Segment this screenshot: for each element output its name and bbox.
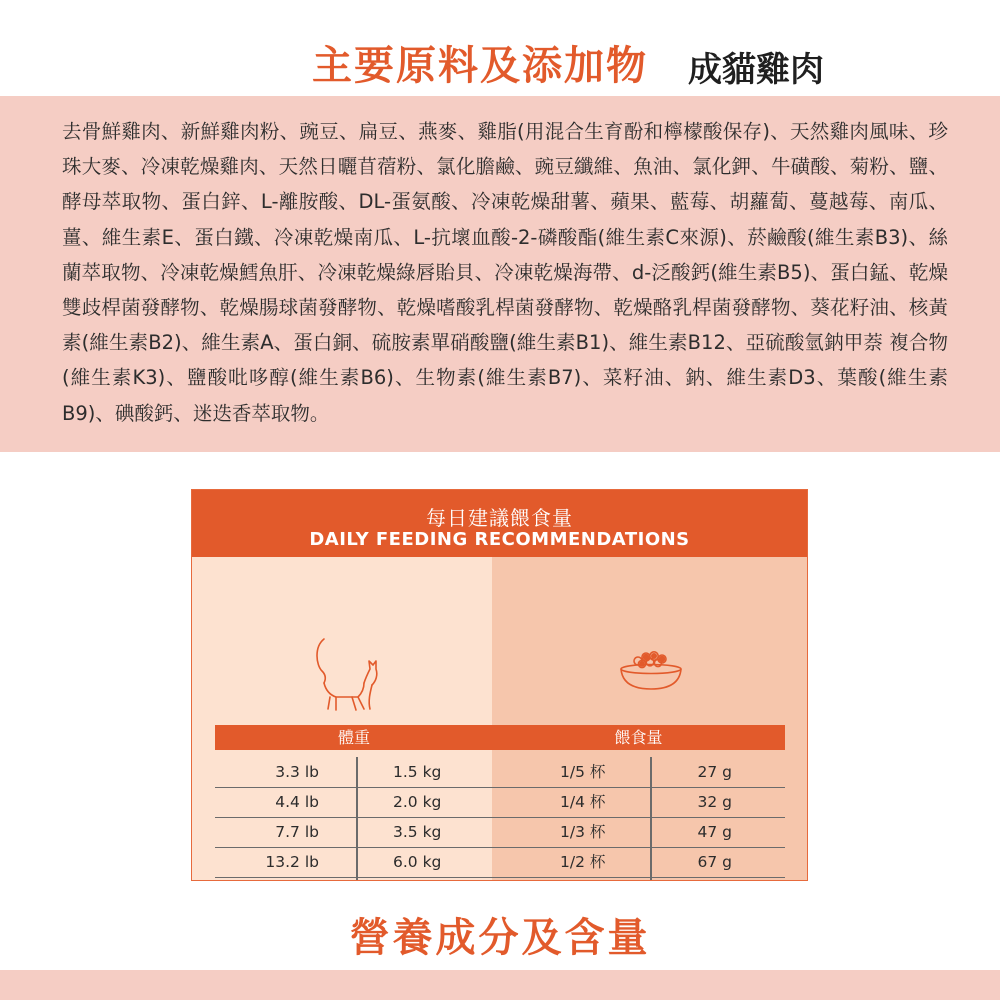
weight-kg: 3.5 kg — [393, 823, 442, 841]
table-row — [215, 848, 493, 878]
cat-icon — [312, 635, 382, 715]
cup-amount: 1/5 杯 — [560, 763, 606, 781]
page-subtitle: 成貓雞肉 — [688, 50, 824, 90]
table-row — [492, 878, 785, 881]
weight-kg: 6.0 kg — [393, 853, 442, 871]
gram-amount — [652, 878, 732, 881]
gram-amount: 47 g — [697, 823, 732, 841]
table-row — [215, 788, 493, 818]
table-row — [492, 818, 785, 848]
nutrition-title: 營養成分及含量 — [349, 915, 651, 961]
page-title: 主要原料及添加物 — [312, 43, 648, 89]
cup-amount: 1/3 杯 — [560, 823, 606, 841]
nutrition-band — [0, 970, 1000, 1000]
table-row — [215, 818, 493, 848]
gram-amount: 27 g — [697, 763, 732, 781]
weight-kg: 2.0 kg — [393, 793, 442, 811]
feeding-title-zh: 每日建議餵食量 — [426, 506, 573, 530]
ingredients-section — [0, 96, 1000, 452]
weight-kg: 1.5 kg — [393, 763, 442, 781]
cup-amount: 1/4 杯 — [560, 793, 606, 811]
feeding-amount-column — [492, 557, 808, 881]
feeding-header — [192, 490, 807, 557]
table-row — [492, 788, 785, 818]
table-row — [492, 758, 785, 788]
table-row — [492, 848, 785, 878]
table-row — [215, 758, 493, 788]
table-row — [215, 878, 493, 881]
weight-header: 體重 — [215, 725, 493, 750]
cup-amount: 1/2 杯 — [560, 853, 606, 871]
weight-lb: 13.2 lb — [265, 853, 319, 871]
ingredients-list: 去骨鮮雞肉、新鮮雞肉粉、豌豆、扁豆、燕麥、雞脂(用混合生育酚和檸檬酸保存)、天然雞肉風味、珍珠大麥、冷凍乾燥雞肉、天然日曬苜蓿粉、氯化膽鹼、豌豆纖維、魚油、氯化鉀、牛磺酸、菊粉、鹽、酵母萃取物、蛋白鋅、L-離胺酸、DL-蛋氨酸、冷凍乾燥甜薯、蘋果、藍莓、胡蘿蔔、蔓越莓、南瓜、薑、維生素E、蛋白鐵、冷凍乾燥南瓜、L-抗壞血酸-2-磷酸酯(維生素C來源)、菸鹼酸(維生素B3)、絲蘭萃取物、冷凍乾燥鱈魚肝、冷凍乾燥綠唇貽貝、冷凍乾燥海帶、d-泛酸鈣(維生素B5)、蛋白錳、乾燥雙歧桿菌發酵物、乾燥腸球菌發酵物、乾燥嗜酸乳桿菌發酵物、乾燥酪乳桿菌發酵物、葵花籽油、核黃素(維生素B2)、維生素A、蛋白銅、硫胺素單硝酸鹽(維生素B1)、維生素B12、亞硫酸氫鈉甲萘 複合物(維生素K3)、鹽酸吡哆醇(維生素B6)、生物素(維生素B7)、菜籽油、鈉、維生素D3、葉酸(維生素B9)、碘酸鈣、迷迭香萃取物。 — [62, 120, 948, 425]
weight-kg — [393, 878, 463, 881]
cup-amount — [560, 878, 640, 881]
weight-lb — [215, 878, 319, 881]
weight-column — [192, 557, 492, 881]
header — [0, 30, 1000, 94]
weight-lb: 3.3 lb — [275, 763, 319, 781]
gram-amount: 32 g — [697, 793, 732, 811]
gram-amount: 67 g — [697, 853, 732, 871]
feeding-title-en: DAILY FEEDING RECOMMENDATIONS — [309, 529, 690, 550]
feeding-table — [191, 489, 808, 881]
weight-lb: 4.4 lb — [275, 793, 319, 811]
food-bowl-icon — [610, 647, 692, 697]
weight-lb: 7.7 lb — [275, 823, 319, 841]
feeding-amount-header: 餵食量 — [492, 725, 785, 750]
